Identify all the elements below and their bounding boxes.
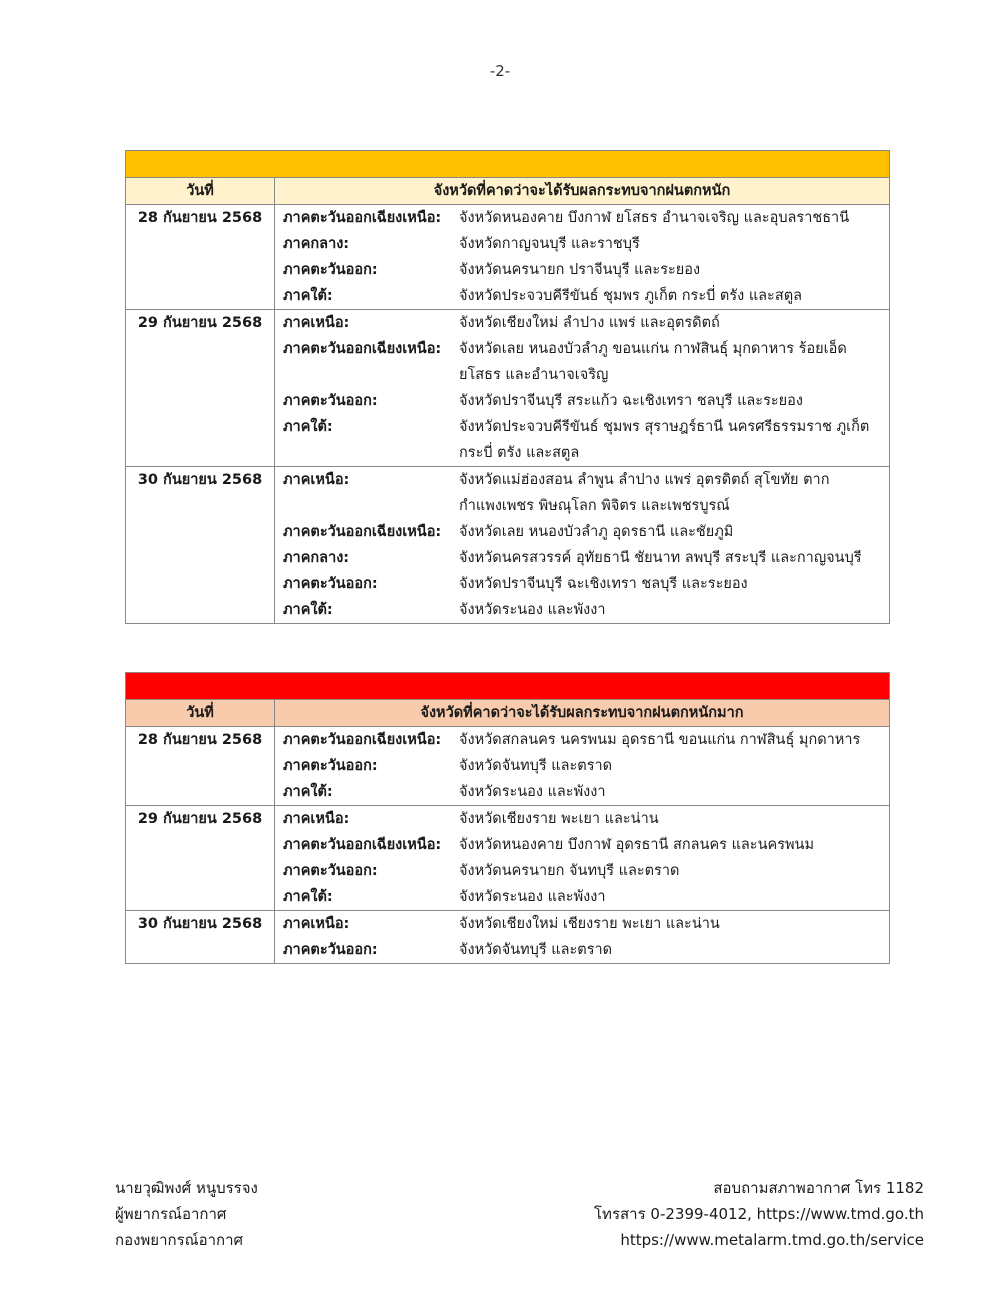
table-row bbox=[126, 310, 890, 467]
date-cell: 30 กันยายน 2568 bbox=[126, 467, 275, 624]
region-name: ภาคใต้: bbox=[283, 419, 333, 435]
forecaster-division: กองพยากรณ์อากาศ bbox=[115, 1231, 244, 1249]
region-provinces: จังหวัดระนอง และพังงา bbox=[459, 602, 606, 618]
forecaster-title: ผู้พยากรณ์อากาศ bbox=[115, 1205, 227, 1223]
forecaster-name: นายวุฒิพงศ์ หนูบรรจง bbox=[115, 1179, 258, 1197]
region-name: ภาคตะวันออก: bbox=[283, 863, 378, 879]
region-line bbox=[283, 388, 881, 414]
region-provinces: จังหวัดแม่ฮ่องสอน ลำพูน ลำปาง แพร่ อุตรดิตถ์ สุโขทัย ตาก กำแพงเพชร พิษณุโลก พิจิตร และเพชรบูรณ์ bbox=[459, 472, 830, 514]
regions-cell bbox=[275, 467, 890, 624]
regions-cell bbox=[275, 310, 890, 467]
date-cell: 28 กันยายน 2568 bbox=[126, 205, 275, 310]
very-heavy-rain-header-row bbox=[126, 700, 890, 727]
region-provinces: จังหวัดหนองคาย บึงกาฬ ยโสธร อำนาจเจริญ และอุบลราชธานี bbox=[459, 210, 850, 226]
region-line bbox=[283, 336, 881, 388]
region-name: ภาคตะวันออกเฉียงเหนือ: bbox=[283, 524, 442, 540]
region-line bbox=[283, 467, 881, 519]
very-heavy-rain-table bbox=[125, 672, 890, 964]
table-row bbox=[126, 205, 890, 310]
region-name: ภาคตะวันออกเฉียงเหนือ: bbox=[283, 210, 442, 226]
date-cell: 28 กันยายน 2568 bbox=[126, 727, 275, 806]
region-line bbox=[283, 414, 881, 466]
region-name: ภาคกลาง: bbox=[283, 236, 350, 252]
region-line bbox=[283, 779, 881, 805]
region-provinces: จังหวัดเลย หนองบัวลำภู อุดรธานี และชัยภูมิ bbox=[459, 524, 734, 540]
region-line bbox=[283, 519, 881, 545]
region-provinces: จังหวัดนครสวรรค์ อุทัยธานี ชัยนาท ลพบุรี สระบุรี และกาญจนบุรี bbox=[459, 550, 862, 566]
region-provinces: จังหวัดระนอง และพังงา bbox=[459, 889, 606, 905]
region-provinces: จังหวัดเชียงใหม่ เชียงราย พะเยา และน่าน bbox=[459, 916, 720, 932]
region-name: ภาคเหนือ: bbox=[283, 472, 350, 488]
contact-block bbox=[594, 1175, 924, 1253]
heavy-rain-header-row bbox=[126, 178, 890, 205]
table-row bbox=[126, 806, 890, 911]
table-row bbox=[126, 467, 890, 624]
header-date: วันที่ bbox=[126, 178, 275, 205]
region-line bbox=[283, 806, 881, 832]
contact-service-url: https://www.metalarm.tmd.go.th/service bbox=[620, 1231, 924, 1249]
forecaster-signature-block bbox=[115, 1175, 258, 1253]
heavy-rain-table bbox=[125, 150, 890, 624]
regions-cell bbox=[275, 205, 890, 310]
region-line bbox=[283, 231, 881, 257]
very-heavy-rain-banner bbox=[126, 673, 890, 700]
region-line bbox=[283, 727, 881, 753]
heavy-rain-body bbox=[126, 205, 890, 624]
region-line bbox=[283, 571, 881, 597]
region-name: ภาคกลาง: bbox=[283, 550, 350, 566]
region-line bbox=[283, 858, 881, 884]
region-name: ภาคใต้: bbox=[283, 288, 333, 304]
region-line bbox=[283, 832, 881, 858]
region-name: ภาคตะวันออกเฉียงเหนือ: bbox=[283, 732, 442, 748]
header-provinces: จังหวัดที่คาดว่าจะได้รับผลกระทบจากฝนตกหนักมาก bbox=[275, 700, 890, 727]
regions-cell bbox=[275, 806, 890, 911]
region-provinces: จังหวัดประจวบคีรีขันธ์ ชุมพร สุราษฎร์ธานี นครศรีธรรมราช ภูเก็ต กระบี่ ตรัง และสตูล bbox=[459, 419, 870, 461]
region-line bbox=[283, 310, 881, 336]
table-row bbox=[126, 727, 890, 806]
contact-phone: สอบถามสภาพอากาศ โทร 1182 bbox=[713, 1179, 924, 1197]
region-provinces: จังหวัดนครนายก ปราจีนบุรี และระยอง bbox=[459, 262, 701, 278]
region-provinces: จังหวัดหนองคาย บึงกาฬ อุดรธานี สกลนคร และนครพนม bbox=[459, 837, 815, 853]
region-provinces: จังหวัดสกลนคร นครพนม อุดรธานี ขอนแก่น กาฬสินธุ์ มุกดาหาร bbox=[459, 732, 861, 748]
date-cell: 30 กันยายน 2568 bbox=[126, 911, 275, 964]
region-name: ภาคใต้: bbox=[283, 784, 333, 800]
region-name: ภาคเหนือ: bbox=[283, 916, 350, 932]
region-name: ภาคใต้: bbox=[283, 602, 333, 618]
region-line bbox=[283, 937, 881, 963]
region-name: ภาคตะวันออกเฉียงเหนือ: bbox=[283, 341, 442, 357]
region-name: ภาคตะวันออก: bbox=[283, 262, 378, 278]
very-heavy-rain-body bbox=[126, 727, 890, 964]
region-name: ภาคเหนือ: bbox=[283, 315, 350, 331]
date-cell: 29 กันยายน 2568 bbox=[126, 310, 275, 467]
region-line bbox=[283, 205, 881, 231]
region-name: ภาคตะวันออก: bbox=[283, 576, 378, 592]
heavy-rain-banner bbox=[126, 151, 890, 178]
regions-cell bbox=[275, 727, 890, 806]
region-provinces: จังหวัดระนอง และพังงา bbox=[459, 784, 606, 800]
region-provinces: จังหวัดเชียงใหม่ ลำปาง แพร่ และอุตรดิตถ์ bbox=[459, 315, 720, 331]
region-line bbox=[283, 597, 881, 623]
header-provinces: จังหวัดที่คาดว่าจะได้รับผลกระทบจากฝนตกหนัก bbox=[275, 178, 890, 205]
header-date: วันที่ bbox=[126, 700, 275, 727]
date-cell: 29 กันยายน 2568 bbox=[126, 806, 275, 911]
contact-fax-website: โทรสาร 0-2399-4012, https://www.tmd.go.th bbox=[594, 1205, 924, 1223]
region-provinces: จังหวัดปราจีนบุรี สระแก้ว ฉะเชิงเทรา ชลบุรี และระยอง bbox=[459, 393, 803, 409]
table-row bbox=[126, 911, 890, 964]
region-name: ภาคตะวันออก: bbox=[283, 393, 378, 409]
region-provinces: จังหวัดนครนายก จันทบุรี และตราด bbox=[459, 863, 680, 879]
region-line bbox=[283, 911, 881, 937]
region-provinces: จังหวัดจันทบุรี และตราด bbox=[459, 942, 613, 958]
region-provinces: จังหวัดเลย หนองบัวลำภู ขอนแก่น กาฬสินธุ์ มุกดาหาร ร้อยเอ็ด ยโสธร และอำนาจเจริญ bbox=[459, 341, 847, 383]
page-number: -2- bbox=[489, 62, 511, 80]
region-name: ภาคเหนือ: bbox=[283, 811, 350, 827]
region-line bbox=[283, 884, 881, 910]
region-line bbox=[283, 257, 881, 283]
region-provinces: จังหวัดปราจีนบุรี ฉะเชิงเทรา ชลบุรี และระยอง bbox=[459, 576, 748, 592]
region-provinces: จังหวัดจันทบุรี และตราด bbox=[459, 758, 613, 774]
region-name: ภาคใต้: bbox=[283, 889, 333, 905]
region-name: ภาคตะวันออก: bbox=[283, 758, 378, 774]
region-provinces: จังหวัดประจวบคีรีขันธ์ ชุมพร ภูเก็ต กระบี่ ตรัง และสตูล bbox=[459, 288, 802, 304]
region-name: ภาคตะวันออก: bbox=[283, 942, 378, 958]
region-line bbox=[283, 545, 881, 571]
region-provinces: จังหวัดเชียงราย พะเยา และน่าน bbox=[459, 811, 659, 827]
region-line bbox=[283, 753, 881, 779]
region-provinces: จังหวัดกาญจนบุรี และราชบุรี bbox=[459, 236, 640, 252]
regions-cell bbox=[275, 911, 890, 964]
region-line bbox=[283, 283, 881, 309]
region-name: ภาคตะวันออกเฉียงเหนือ: bbox=[283, 837, 442, 853]
